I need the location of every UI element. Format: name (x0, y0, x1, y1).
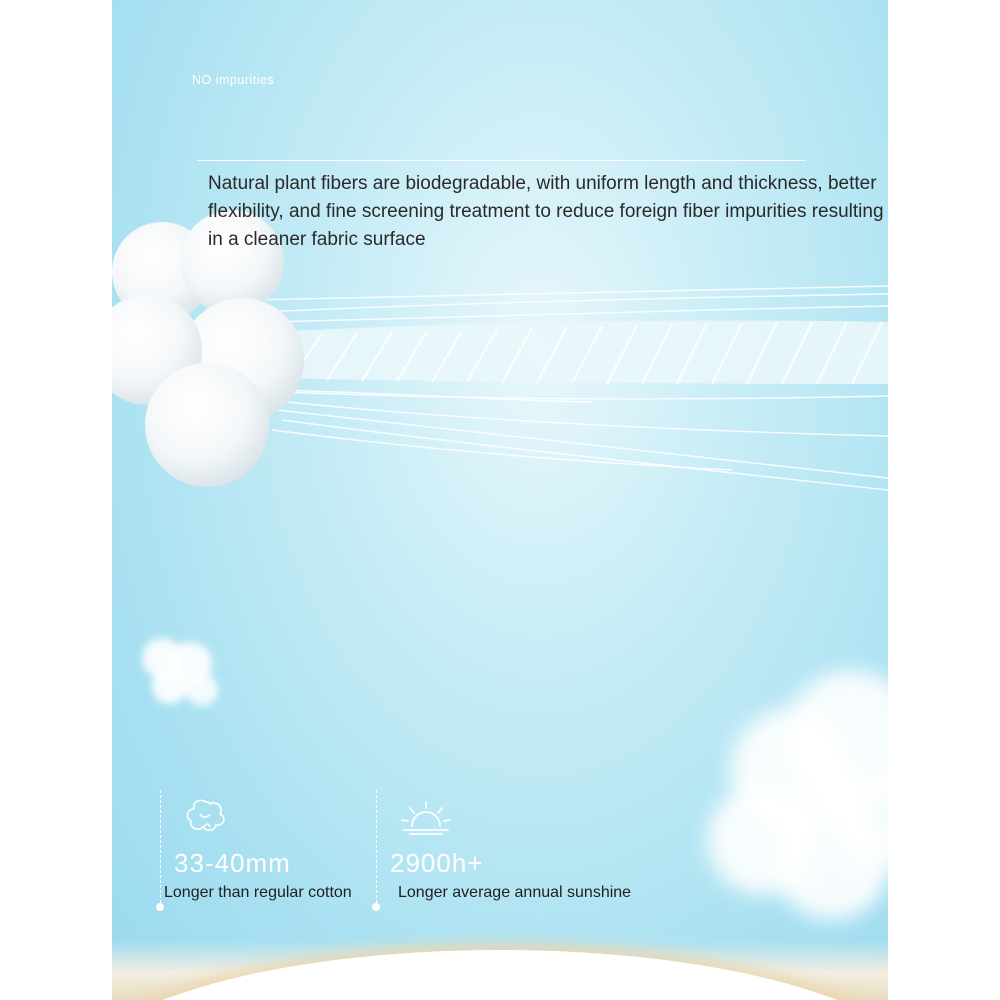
description-text: Natural plant fibers are biodegradable, with uniform length and thickness, better flexibility, and fine screening treatment to reduce foreign fiber impurities resulting in a cleaner fabric surface (208, 173, 884, 250)
product-banner (112, 0, 888, 1000)
twisted-fiber-strand (272, 320, 888, 384)
cotton-boll-icon (182, 796, 230, 836)
divider (197, 160, 805, 161)
dot-marker (156, 903, 164, 911)
loose-fibers (252, 286, 888, 490)
stat-caption: Longer average annual sunshine (398, 884, 632, 901)
dot-marker (372, 903, 380, 911)
stat-value: 2900h+ (390, 848, 484, 878)
section-label: NO impurities (192, 73, 275, 87)
stat-value: 33-40mm (174, 848, 291, 878)
stat-caption: Longer than regular cotton (164, 884, 352, 901)
blurred-cloud (707, 670, 888, 920)
sunrise-icon (398, 796, 454, 836)
small-cotton-puff (142, 638, 218, 706)
dashed-line (376, 790, 377, 908)
dashed-line (160, 790, 161, 908)
